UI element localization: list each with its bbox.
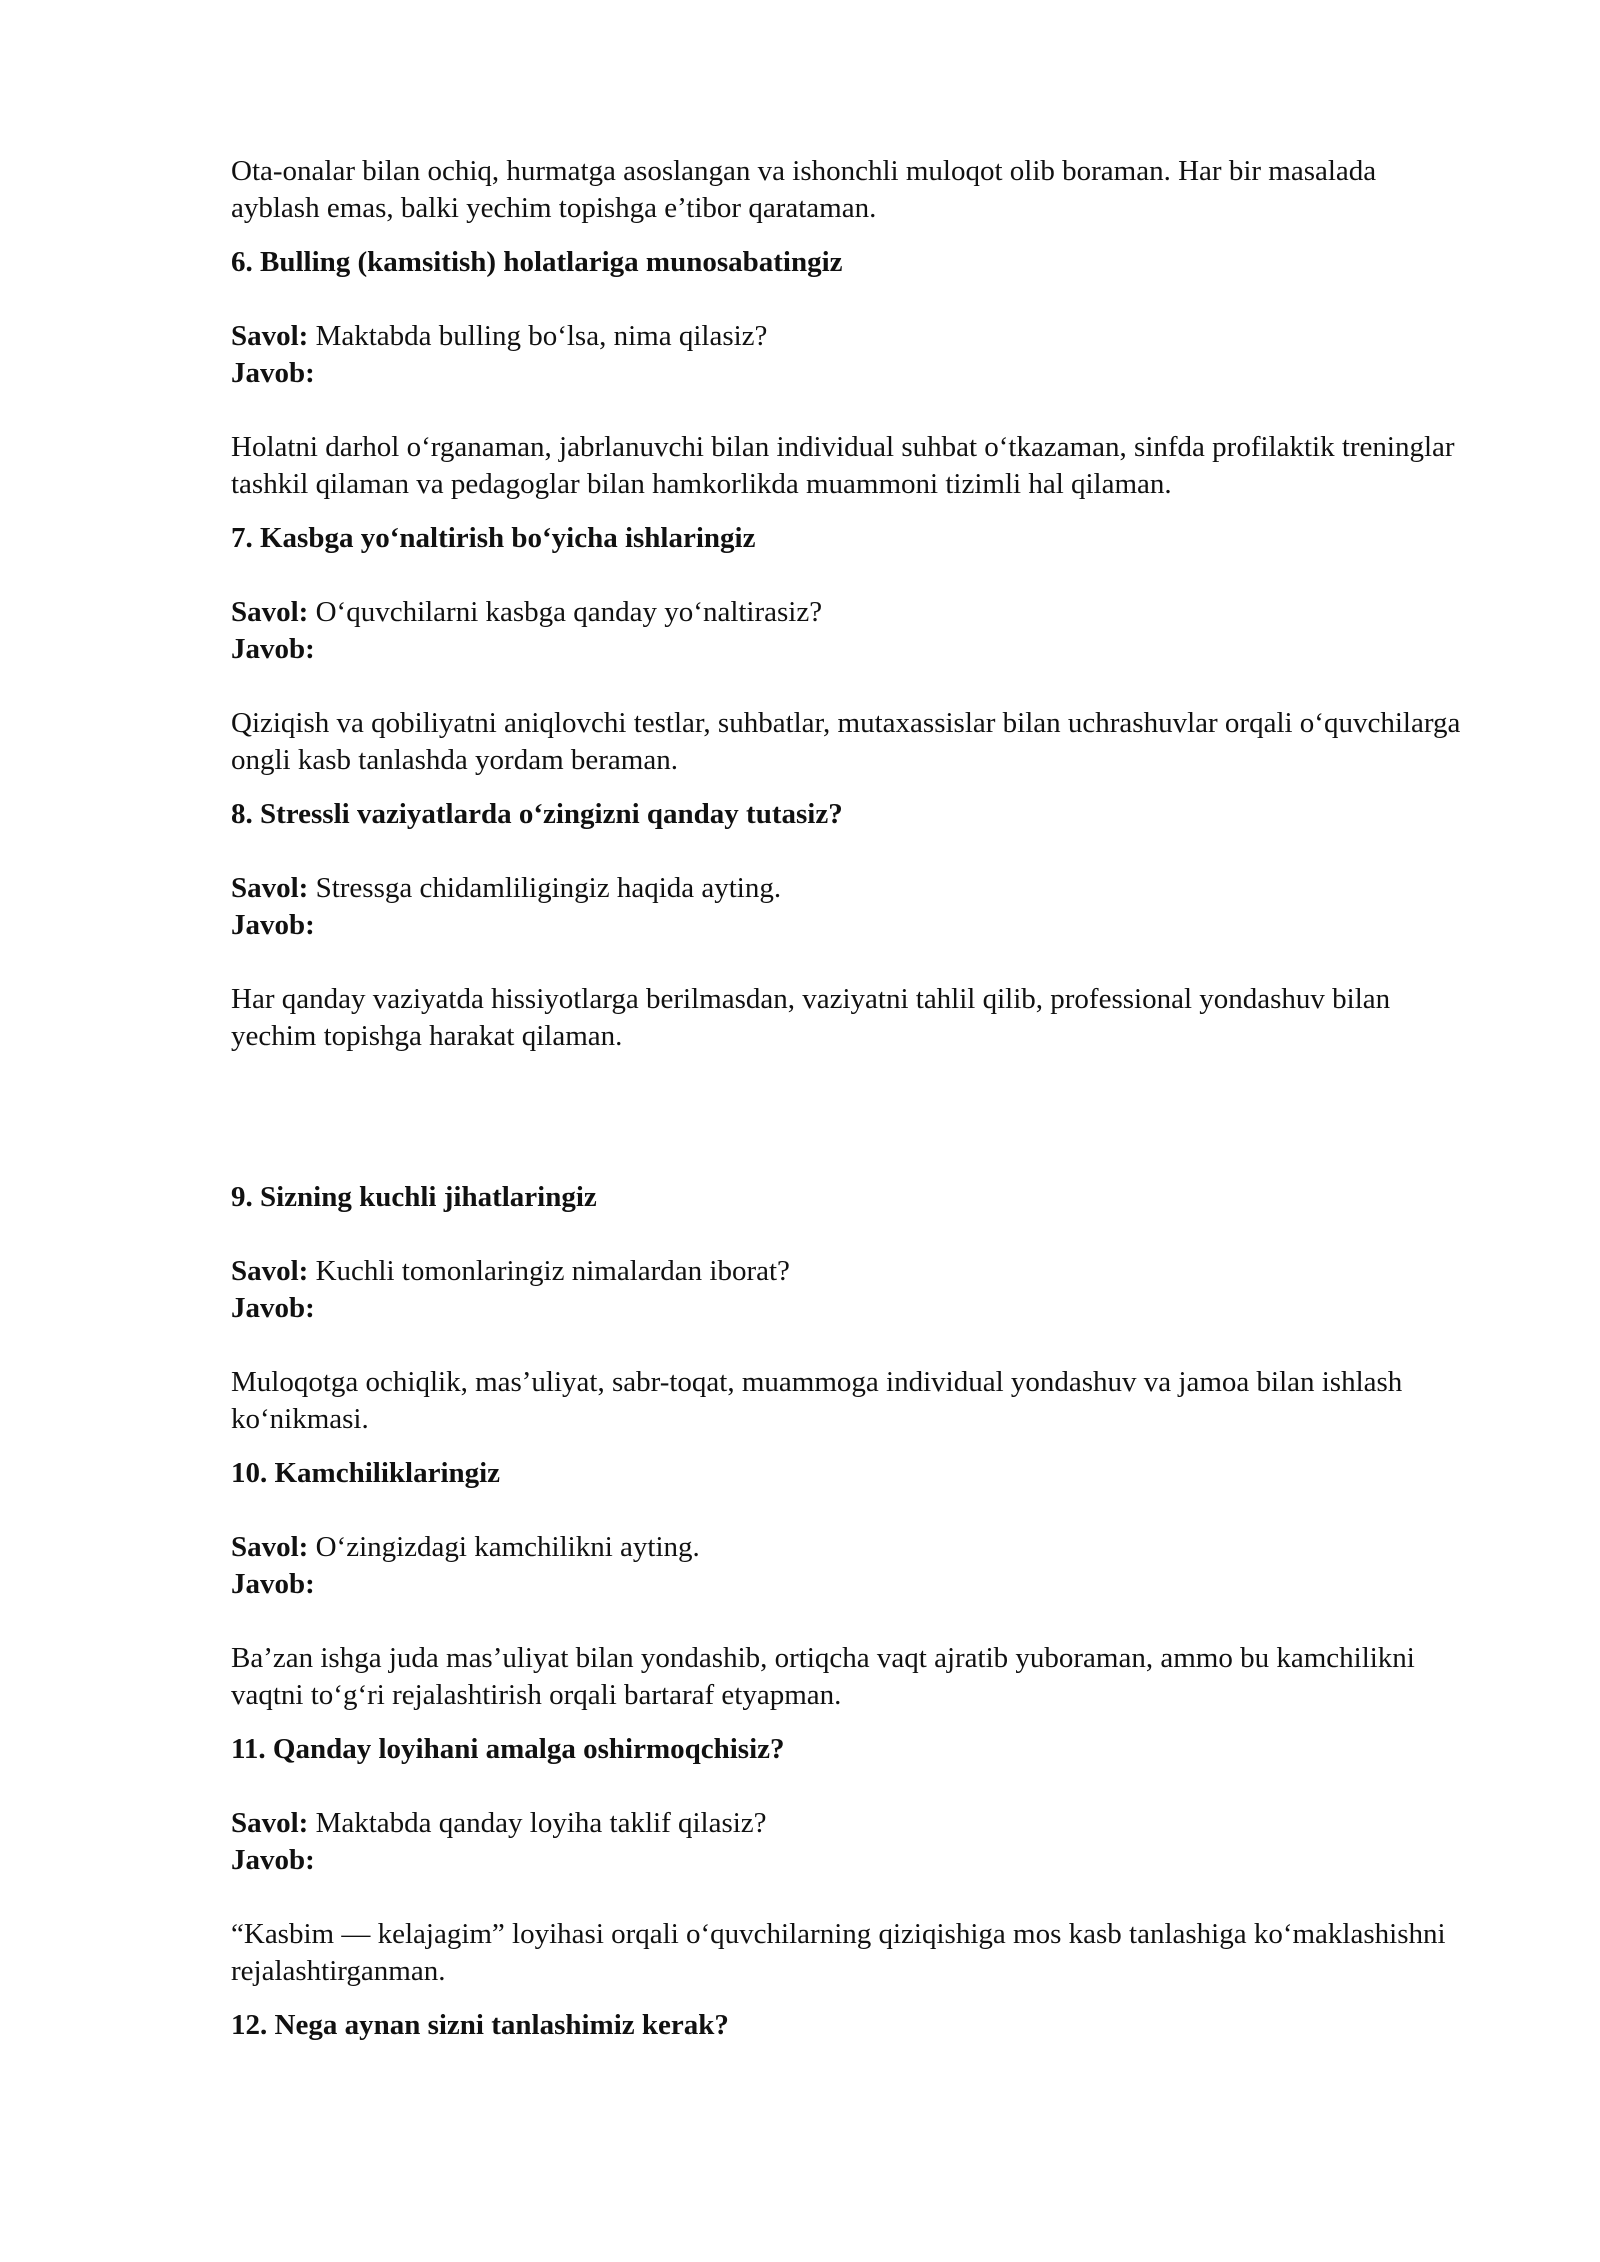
question-text: Maktabda qanday loyiha taklif qilasiz? [315, 1807, 767, 1839]
question-label: Savol: [231, 1807, 309, 1839]
question-text: Kuchli tomonlaringiz nimalardan iborat? [315, 1255, 790, 1287]
section-title: 6. Bulling (kamsitish) holatlariga munosabatingiz [231, 246, 843, 278]
section-title: 12. Nega aynan sizni tanlashimiz kerak? [231, 2009, 729, 2041]
answer-label: Javob: [231, 633, 315, 665]
question-line [231, 318, 1471, 355]
question-label: Savol: [231, 872, 309, 904]
section-title: 9. Sizning kuchli jihatlaringiz [231, 1181, 597, 1213]
question-label: Savol: [231, 1531, 309, 1563]
answer-text: Har qanday vaziyatda hissiyotlarga berilmasdan, vaziyatni tahlil qilib, professional yondashuv bilan yechim topishga harakat qilaman. [231, 983, 1391, 1052]
question-line [231, 1253, 1471, 1290]
section-title: 11. Qanday loyihani amalga oshirmoqchisiz? [231, 1733, 785, 1765]
question-line [231, 870, 1471, 907]
question-label: Savol: [231, 596, 309, 628]
section-title: 7. Kasbga yo‘naltirish bo‘yicha ishlaringiz [231, 522, 756, 554]
answer-label: Javob: [231, 357, 315, 389]
section-title: 8. Stressli vaziyatlarda o‘zingizni qanday tutasiz? [231, 798, 843, 830]
document-content [231, 153, 1471, 2081]
answer-label: Javob: [231, 1844, 315, 1876]
section-11 [231, 1731, 1471, 1990]
answer-text: Muloqotga ochiqlik, mas’uliyat, sabr-toqat, muammoga individual yondashuv va jamoa bilan ishlash ko‘nikmasi. [231, 1366, 1403, 1435]
section-title: 10. Kamchiliklaringiz [231, 1457, 501, 1489]
question-line [231, 1805, 1471, 1842]
answer-text: Ba’zan ishga juda mas’uliyat bilan yondashib, ortiqcha vaqt ajratib yuboraman, ammo bu kamchilikni vaqtni to‘g‘ri rejalashtirish orqali bartaraf etyapman. [231, 1642, 1415, 1711]
answer-text: Holatni darhol o‘rganaman, jabrlanuvchi bilan individual suhbat o‘tkazaman, sinfda profilaktik treninglar tashkil qilaman va pedagoglar bilan hamkorlikda muammoni tizimli hal qilaman. [231, 431, 1455, 500]
question-text: Maktabda bulling bo‘lsa, nima qilasiz? [315, 320, 768, 352]
section-12 [231, 2007, 1471, 2044]
section-8 [231, 796, 1471, 1055]
answer-text: Qiziqish va qobiliyatni aniqlovchi testlar, suhbatlar, mutaxassislar bilan uchrashuvlar orqali o‘quvchilarga ongli kasb tanlashda yordam beraman. [231, 707, 1461, 776]
section-10 [231, 1455, 1471, 1714]
question-label: Savol: [231, 1255, 309, 1287]
section-6 [231, 244, 1471, 503]
question-text: O‘zingizdagi kamchilikni ayting. [315, 1531, 700, 1563]
question-label: Savol: [231, 320, 309, 352]
answer-label: Javob: [231, 1292, 315, 1324]
section-9 [231, 1179, 1471, 1438]
question-line [231, 594, 1471, 631]
question-text: O‘quvchilarni kasbga qanday yo‘naltirasiz? [315, 596, 823, 628]
blank-gap [231, 1072, 1471, 1179]
answer-label: Javob: [231, 1568, 315, 1600]
section-7 [231, 520, 1471, 779]
question-text: Stressga chidamliligingiz haqida ayting. [315, 872, 782, 904]
intro-paragraph: Ota-onalar bilan ochiq, hurmatga asoslangan va ishonchli muloqot olib boraman. Har bir masalada ayblash emas, balki yechim topishga e’tibor qarataman. [231, 155, 1377, 224]
question-line [231, 1529, 1471, 1566]
answer-label: Javob: [231, 909, 315, 941]
answer-text: “Kasbim — kelajagim” loyihasi orqali o‘quvchilarning qiziqishiga mos kasb tanlashiga ko‘maklashishni rejalashtirganman. [231, 1918, 1446, 1987]
